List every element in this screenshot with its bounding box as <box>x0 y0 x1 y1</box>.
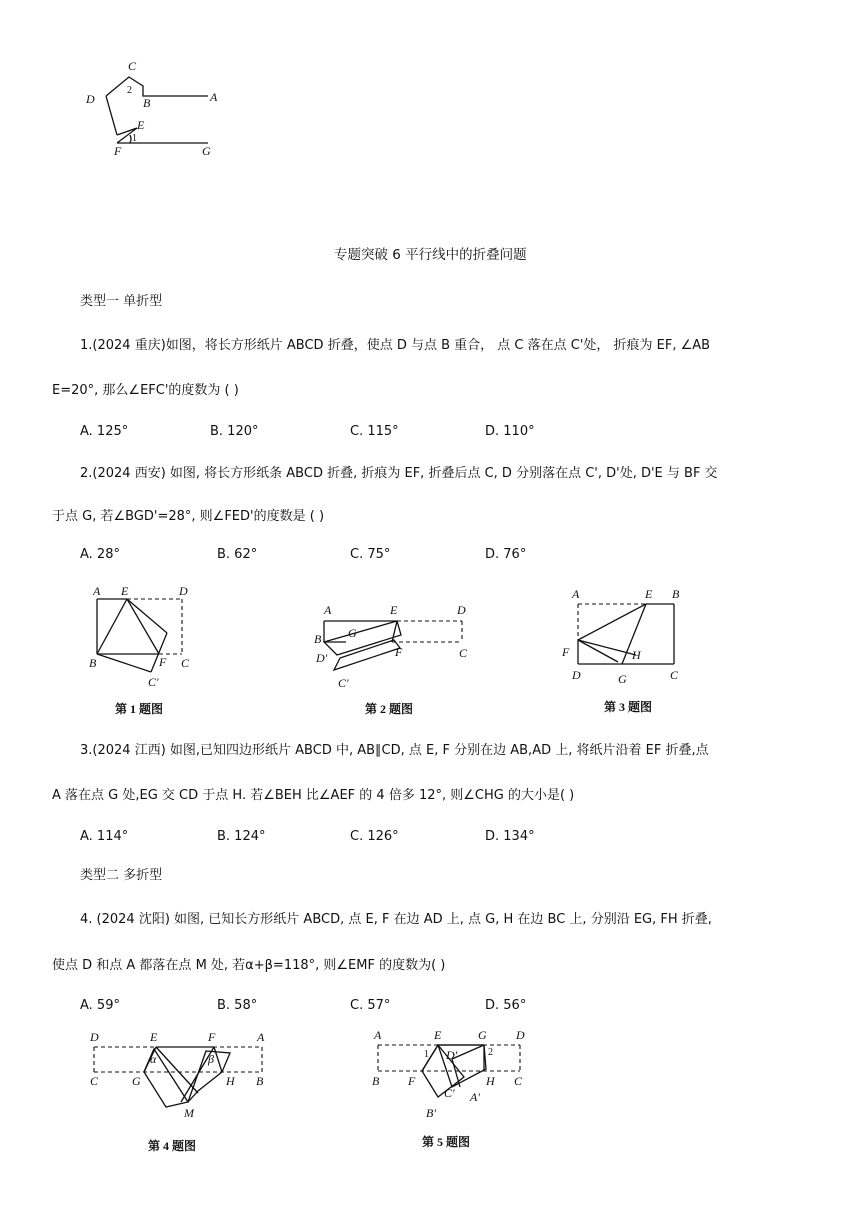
q4-option-b: B. 58° <box>217 998 258 1013</box>
fig5-label-2: 2 <box>488 1047 493 1058</box>
figure-1-caption: 第 1 题图 <box>115 702 164 716</box>
fig4-label-e: E <box>150 1030 158 1044</box>
fig1-label-d: D <box>179 584 188 598</box>
figure-4-caption: 第 4 题图 <box>148 1139 197 1153</box>
q2-line1: 2.(2024 西安) 如图, 将长方形纸条 ABCD 折叠, 折痕为 EF, 折叠后点 C, D 分别落在点 C', D'处, D'E 与 BF 交 <box>80 466 718 481</box>
fig5-label-1: 1 <box>424 1049 429 1060</box>
fig3-label-d: D <box>572 668 581 682</box>
fig2-label-b: B <box>314 632 322 646</box>
top-label-a: A <box>210 90 218 104</box>
q2-line2: 于点 G, 若∠BGD'=28°, 则∠FED'的度数是 ( ) <box>52 509 325 524</box>
q4-line1: 4. (2024 沈阳) 如图, 已知长方形纸片 ABCD, 点 E, F 在边 AD 上, 点 G, H 在边 BC 上, 分别沿 EG, FH 折叠, <box>80 912 712 927</box>
fig1-label-c-prime: C' <box>148 675 159 689</box>
fig5-label-a-prime: A' <box>470 1090 480 1104</box>
fig3-label-h: H <box>632 648 641 662</box>
fig1-label-c: C <box>181 656 190 670</box>
figure-5-caption: 第 5 题图 <box>422 1135 471 1149</box>
fig5-label-c: C <box>514 1074 523 1088</box>
top-label-d: D <box>86 92 95 106</box>
fig4-label-f: F <box>208 1030 216 1044</box>
figure-5 <box>368 1025 533 1130</box>
fig5-label-f: F <box>408 1074 416 1088</box>
fig3-label-f: F <box>562 645 570 659</box>
fig4-label-a: A <box>257 1030 265 1044</box>
fig2-label-d: D <box>457 603 466 617</box>
top-label-b: B <box>143 96 151 110</box>
fig2-label-d-prime: D' <box>316 651 328 665</box>
figure-2-caption: 第 2 题图 <box>365 702 414 716</box>
section-heading-1: 类型一 单折型 <box>80 294 163 309</box>
fig4-label-d: D <box>90 1030 99 1044</box>
fig2-label-c: C <box>459 646 468 660</box>
top-diagram <box>80 55 240 165</box>
fig3-label-b: B <box>672 587 680 601</box>
q2-option-a: A. 28° <box>80 547 120 562</box>
q2-option-b: B. 62° <box>217 547 258 562</box>
fig4-label-m: M <box>184 1106 194 1120</box>
fig3-label-c: C <box>670 668 679 682</box>
page-title: 专题突破 6 平行线中的折叠问题 <box>334 247 527 263</box>
fig5-label-b: B <box>372 1074 380 1088</box>
q4-option-c: C. 57° <box>350 998 391 1013</box>
fig5-label-d-prime: D' <box>446 1048 458 1062</box>
fig2-label-f: F <box>395 645 403 659</box>
q3-option-b: B. 124° <box>217 829 266 844</box>
fig3-label-a: A <box>572 587 580 601</box>
fig1-label-e: E <box>121 584 129 598</box>
fig5-label-h: H <box>486 1074 495 1088</box>
figure-1 <box>85 580 205 695</box>
fig2-label-g: G <box>348 626 357 640</box>
fig4-label-beta: β <box>208 1052 214 1066</box>
q1-option-a: A. 125° <box>80 424 129 439</box>
q1-option-d: D. 110° <box>485 424 535 439</box>
fig3-label-g: G <box>618 672 627 686</box>
q4-option-d: D. 56° <box>485 998 527 1013</box>
q2-option-c: C. 75° <box>350 547 391 562</box>
q4-option-a: A. 59° <box>80 998 120 1013</box>
q1-option-b: B. 120° <box>210 424 259 439</box>
fig2-label-e: E <box>390 603 398 617</box>
figure-3 <box>560 582 690 692</box>
q1-option-c: C. 115° <box>350 424 399 439</box>
fig5-label-e: E <box>434 1028 442 1042</box>
figure-2 <box>310 600 480 695</box>
fig1-label-f: F <box>159 655 167 669</box>
top-label-c: C <box>128 59 137 73</box>
fig5-label-b-prime: B' <box>426 1106 436 1120</box>
fig2-label-a: A <box>324 603 332 617</box>
q3-line2: A 落在点 G 处,EG 交 CD 于点 H. 若∠BEH 比∠AEF 的 4 倍多 12°, 则∠CHG 的大小是( ) <box>52 788 575 803</box>
q4-line2: 使点 D 和点 A 都落在点 M 处, 若α+β=118°, 则∠EMF 的度数为( ) <box>52 958 446 973</box>
fig5-label-d: D <box>516 1028 525 1042</box>
fig4-label-h: H <box>226 1074 235 1088</box>
fig1-label-b: B <box>89 656 97 670</box>
fig4-label-alpha: α <box>150 1052 157 1066</box>
figure-3-caption: 第 3 题图 <box>604 700 653 714</box>
top-label-e: E <box>137 118 145 132</box>
fig5-label-g: G <box>478 1028 487 1042</box>
q3-option-d: D. 134° <box>485 829 535 844</box>
fig5-label-a: A <box>374 1028 382 1042</box>
q3-option-c: C. 126° <box>350 829 399 844</box>
top-label-1: 1 <box>132 133 137 144</box>
q3-line1: 3.(2024 江西) 如图,已知四边形纸片 ABCD 中, AB∥CD, 点 E, F 分别在边 AB,AD 上, 将纸片沿着 EF 折叠,点 <box>80 743 709 758</box>
fig4-label-c: C <box>90 1074 99 1088</box>
top-label-g: G <box>202 144 211 158</box>
figure-4 <box>84 1025 274 1125</box>
fig5-label-c-prime: C' <box>444 1086 455 1100</box>
fig2-label-c-prime: C' <box>338 676 349 690</box>
q3-option-a: A. 114° <box>80 829 129 844</box>
fig1-label-a: A <box>93 584 101 598</box>
section-heading-2: 类型二 多折型 <box>80 868 163 883</box>
fig3-label-e: E <box>645 587 653 601</box>
fig4-label-b: B <box>256 1074 264 1088</box>
q2-option-d: D. 76° <box>485 547 527 562</box>
top-label-f: F <box>114 144 122 158</box>
q1-line2: E=20°, 那么∠EFC'的度数为 ( ) <box>52 383 239 398</box>
fig4-label-g: G <box>132 1074 141 1088</box>
q1-line1: 1.(2024 重庆)如图，将长方形纸片 ABCD 折叠，使点 D 与点 B 重合， 点 C 落在点 C'处， 折痕为 EF, ∠AB <box>80 338 711 353</box>
top-label-2: 2 <box>127 85 132 96</box>
